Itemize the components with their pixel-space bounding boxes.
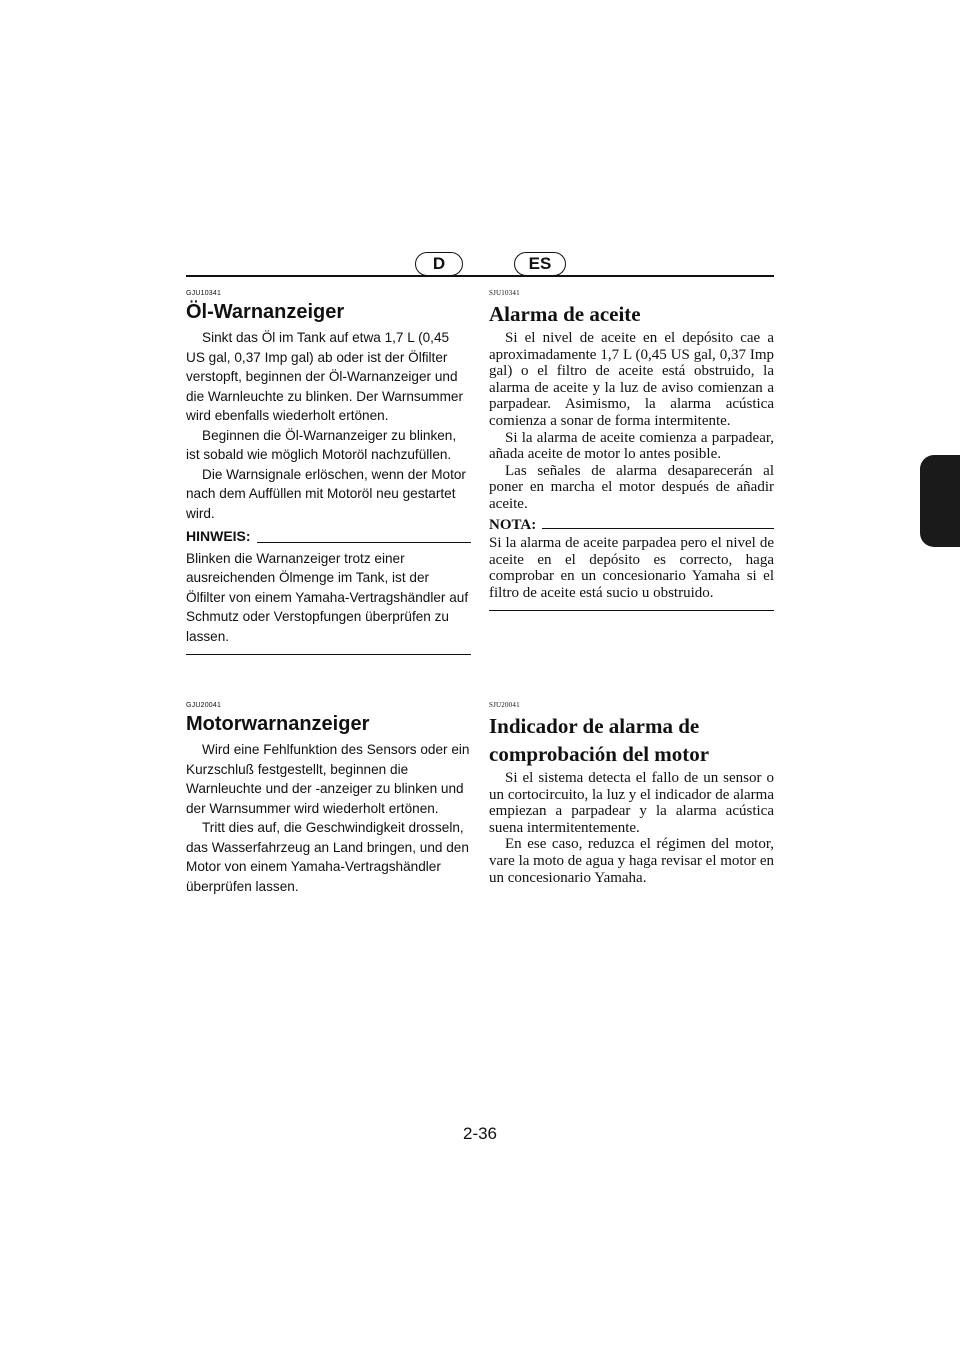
note-rule	[542, 528, 774, 529]
paragraph: Si el nivel de aceite en el depósito cae a aproximadamente 1,7 L (0,45 US gal, 0,37 Imp gal) o el filtro de aceite está obstruido, la alarma de aceite y la luz de aviso comienzan a parpadear. Asimismo, la alarma acústica comienza a sonar de forma intermitente.	[489, 330, 774, 429]
paragraph: Die Warnsignale erlöschen, wenn der Motor nach dem Auffüllen mit Motoröl neu gestartet wird.	[186, 466, 466, 521]
section-title: Alarma de aceite	[489, 302, 641, 326]
section-code: GJU10341	[186, 290, 222, 297]
note-heading	[186, 527, 471, 547]
note-text: Si la alarma de aceite parpadea pero el nivel de aceite en el depósito es correcto, haga comprobar en un concesionario Yamaha si el filtro de aceite está sucio u obstruido.	[489, 535, 774, 601]
section-de-engine-warning	[186, 701, 471, 896]
paragraph: Las señales de alarma desaparecerán al poner en marcha el motor después de añadir aceite.	[489, 462, 774, 512]
section-de-oil-warning	[186, 289, 471, 655]
paragraph: Si la alarma de aceite comienza a parpadear, añada aceite de motor lo antes posible.	[489, 429, 774, 463]
note-label: HINWEIS:	[186, 528, 251, 544]
chapter-thumb-tab	[920, 455, 960, 547]
paragraph: Tritt dies auf, die Geschwindigkeit drosseln, das Wasserfahrzeug an Land bringen, und den Motor von einem Yamaha-Vertragshändler überprüfen lassen.	[186, 820, 469, 894]
language-header	[186, 252, 774, 278]
note-end-rule	[489, 610, 774, 611]
header-rule	[186, 275, 774, 277]
section-title: Indicador de alarma de comprobación del motor	[489, 714, 710, 766]
section-title: Motorwarnanzeiger	[186, 713, 370, 735]
note-heading	[489, 517, 774, 534]
section-es-engine-alarm	[489, 701, 774, 886]
paragraph: Beginnen die Öl-Warnanzeiger zu blinken, ist sobald wie möglich Motoröl nachzufüllen.	[186, 427, 457, 462]
section-title: Öl-Warnanzeiger	[186, 301, 345, 323]
section-code: GJU20041	[186, 702, 222, 709]
note-rule	[257, 542, 471, 543]
note-label: NOTA:	[489, 516, 537, 533]
note-text: Blinken die Warnanzeiger trotz einer ausreichenden Ölmenge im Tank, ist der Ölfilter von einem Yamaha-Vertragshändler auf Schmutz oder Verstopfungen überprüfen zu lassen.	[186, 550, 469, 644]
section-code: SJU20041	[489, 701, 520, 709]
section-es-oil-alarm	[489, 289, 774, 611]
section-code: SJU10341	[489, 289, 520, 297]
lang-badge-german: D	[415, 252, 463, 276]
paragraph: Wird eine Fehlfunktion des Sensors oder ein Kurzschluß festgestellt, beginnen die Warnleuchte und der -anzeiger zu blinken und der Warnsummer wird wiederholt ertönen.	[186, 742, 470, 816]
note-end-rule	[186, 654, 471, 655]
paragraph: Si el sistema detecta el fallo de un sensor o un cortocircuito, la luz y el indicador de alarma empiezan a parpadear y la alarma acústica suena intermitentemente.	[489, 770, 774, 836]
page-number: 2-36	[462, 1124, 498, 1143]
paragraph: Sinkt das Öl im Tank auf etwa 1,7 L (0,45 US gal, 0,37 Imp gal) ab oder ist der Ölfilter verstopft, beginnen der Öl-Warnanzeiger und die Warnleuchte zu blinken. Der Warnsummer wird ebenfalls wiederholt ertönen.	[186, 330, 464, 423]
lang-badge-spanish: ES	[514, 252, 566, 276]
paragraph: En ese caso, reduzca el régimen del motor, vare la moto de agua y haga revisar el motor en un concesionario Yamaha.	[489, 836, 774, 886]
